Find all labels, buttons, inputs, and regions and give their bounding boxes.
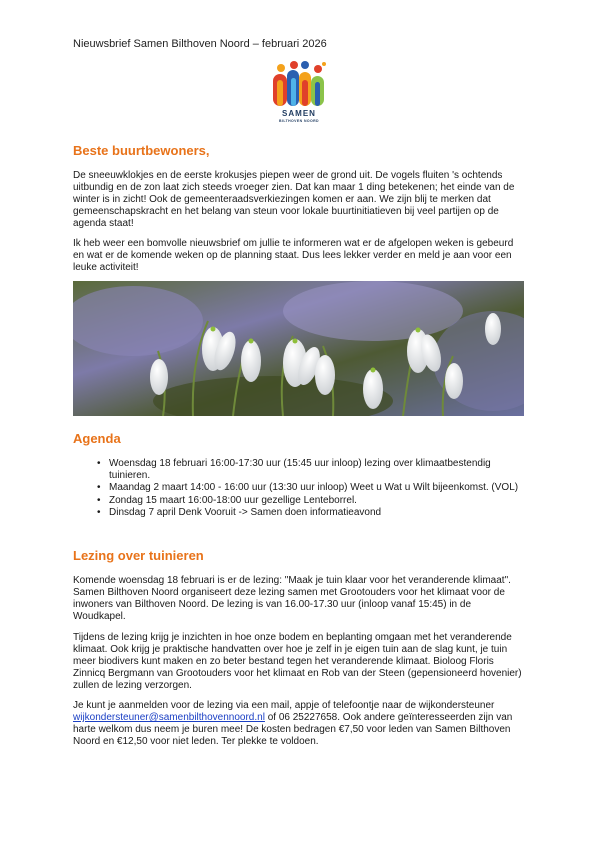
- costs-text: of 06 25227658. Ook andere geïnteresseerden zijn van harte welkom dus neem je buren mee! De kosten bedragen €7,50 voor leden van Samen Bilthoven Noord en €12,50 voor niet leden. Ter plekke te voldoen.: [73, 711, 513, 747]
- intro-paragraph-2: Ik heb weer een bomvolle nieuwsbrief om jullie te informeren wat er de afgelopen weken is gebeurd en wat er de komende weken op de planning staat. Dus lees lekker verder en meld je aan voor een leuke activiteit!: [73, 238, 514, 273]
- lezing-paragraph-3: [73, 700, 525, 748]
- lezing-paragraph-2: Tijdens de lezing krijg je inzichten in hoe onze bodem en beplanting omgaan met het veranderende klimaat. Ook krijg je praktische handvatten over hoe je zelf in je eigen tuin aan de slag kunt, je tuin meer biodivers kunt maken en zo beter bestand tegen het veranderende klimaat. Bioloog Floris Zinnicq Bergmann van Grootouders voor het klimaat en Rob van der Steen (gepensioneerd hovenier) zullen de lezing verzorgen.: [73, 632, 522, 691]
- agenda-item: • Dinsdag 7 april Denk Vooruit -> Samen doen informatieavond: [97, 507, 525, 519]
- lezing-paragraph-1: Komende woensdag 18 februari is er de lezing: "Maak je tuin klaar voor het veranderende klimaat". Samen Bilthoven Noord organiseert deze lezing samen met Grootouders voor het klimaat voor de inwoners van Bilthoven Noord. De lezing is van 16.00-17.30 uur (inloop vanaf 15:45) in de Woudkapel.: [73, 575, 511, 622]
- agenda-item: • Zondag 15 maart 16:00-18:00 uur gezellige Lenteborrel.: [97, 495, 525, 507]
- snowdrops-image: [73, 281, 524, 416]
- logo-wordmark: SAMEN: [282, 109, 316, 118]
- agenda-item: • Woensdag 18 februari 16:00-17:30 uur (15:45 uur inloop) lezing over klimaatbestendig tuinieren.: [97, 458, 525, 482]
- agenda-heading: Agenda: [73, 431, 121, 446]
- agenda-item: • Maandag 2 maart 14:00 - 16:00 uur (13:30 uur inloop) Weet u Wat u Wilt bijeenkomst. (VOL): [97, 482, 525, 494]
- email-link[interactable]: wijkondersteuner@samenbilthovennoord.nl: [73, 711, 265, 723]
- samen-logo-icon: [271, 60, 327, 108]
- samen-logo: [271, 60, 327, 130]
- logo-subtitle: BILTHOVEN NOORD: [279, 119, 319, 123]
- signup-text: Je kunt je aanmelden voor de lezing via een mail, appje of telefoontje naar de wijkondersteuner: [73, 700, 495, 711]
- snowdrops-photo: [73, 281, 524, 416]
- agenda-list: [97, 458, 525, 520]
- greeting-heading: Beste buurtbewoners,: [73, 143, 210, 158]
- lezing-heading: Lezing over tuinieren: [73, 548, 204, 563]
- intro-paragraph-1: De sneeuwklokjes en de eerste krokusjes piepen weer de grond uit. De vogels fluiten 's ochtends uitbundig en de zon laat zich steeds vroeger zien. Dat kan maar 1 ding betekenen; het einde van de winter is in zicht! Ook de gemeenteraadsverkiezingen komen er aan. We zijn blij te merken dat gemeenschapskracht en het belang van steun voor lokale buurtinitiatieven bij veel partijen op de agenda staat!: [73, 170, 515, 229]
- newsletter-header: Nieuwsbrief Samen Bilthoven Noord – februari 2026: [73, 38, 327, 50]
